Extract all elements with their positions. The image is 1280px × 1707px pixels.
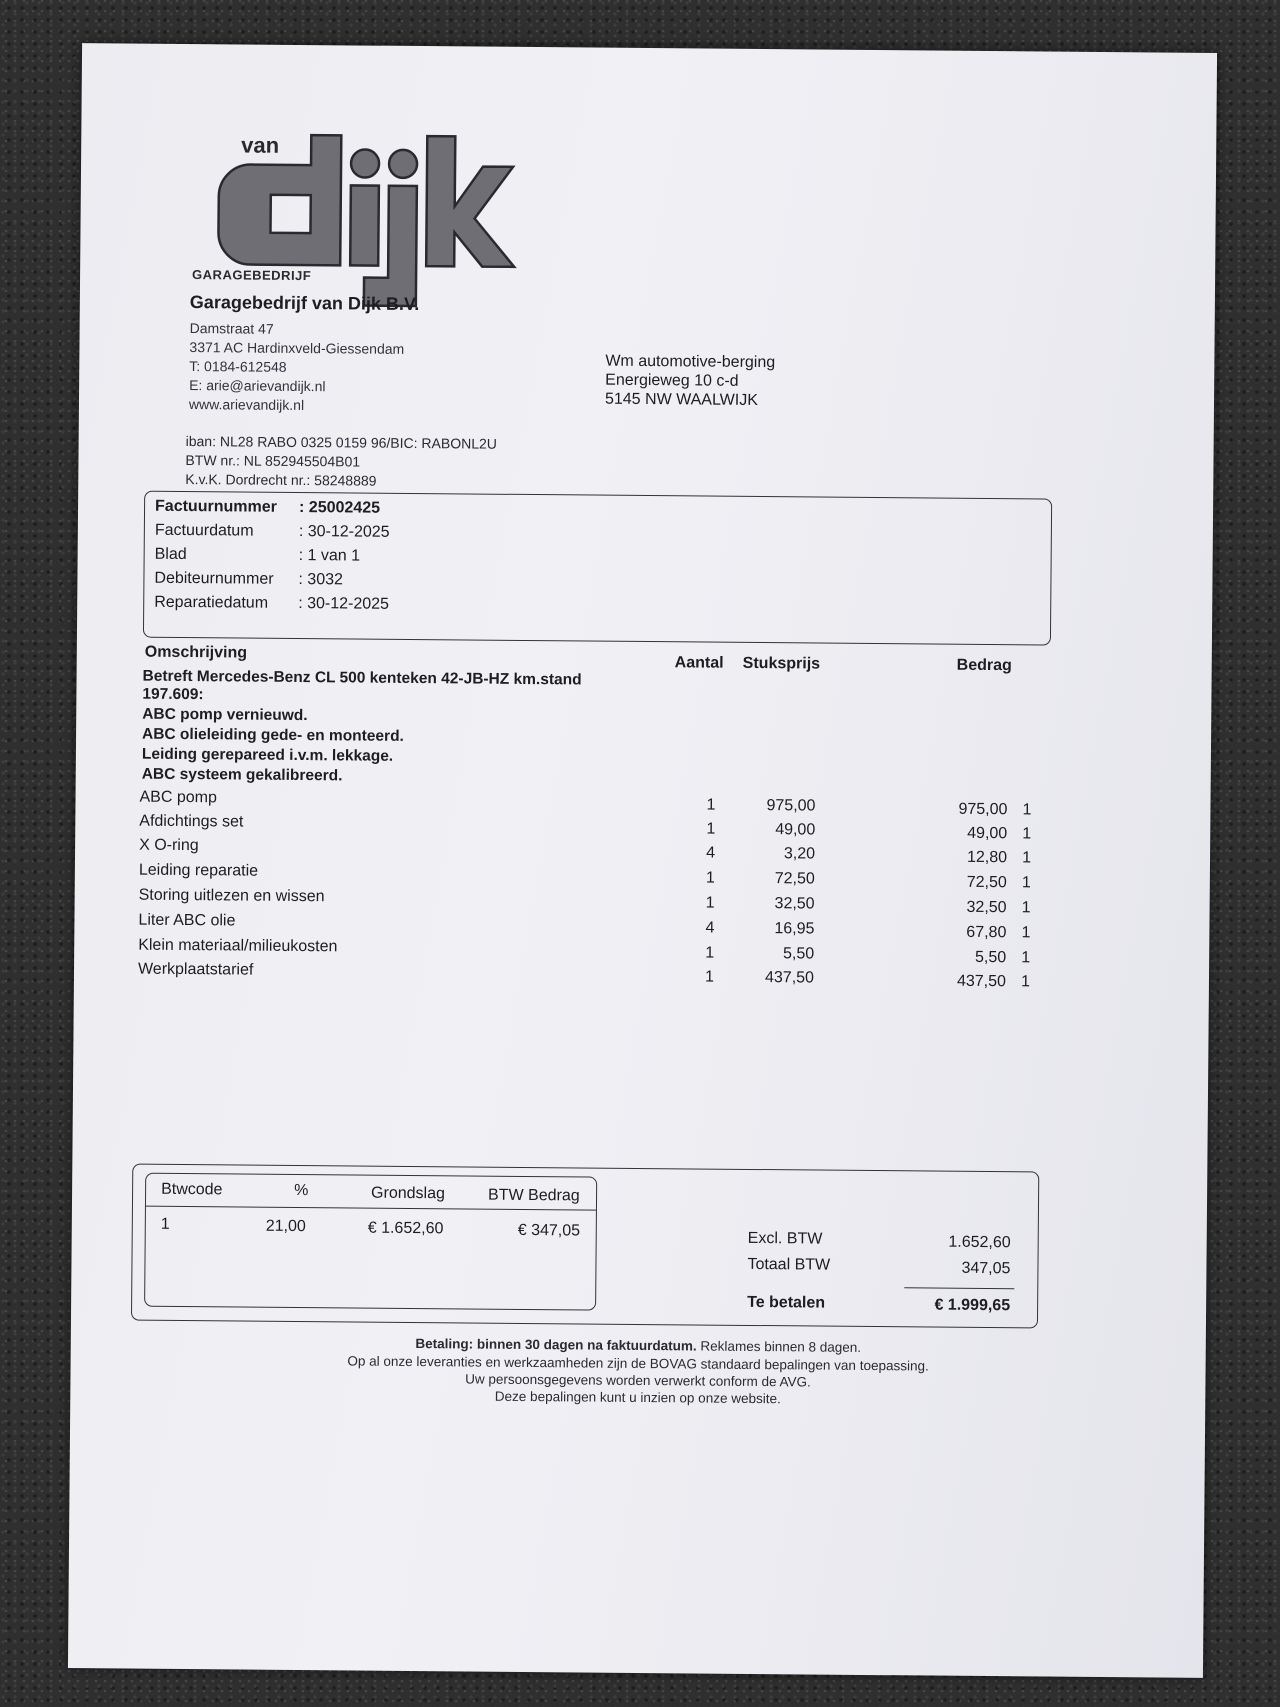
item-unit-price: 72,50 (774, 870, 815, 888)
vat-row-base: € 1.652,60 (367, 1219, 444, 1238)
item-amount: 49,00 (967, 824, 1008, 843)
vat-row-percent: 21,00 (265, 1217, 306, 1236)
invoice-date-label: Factuurdatum (154, 521, 254, 540)
job-description-line: Leiding gerepareed i.v.m. lekkage. (141, 745, 394, 765)
invoice-info-box (143, 491, 1052, 646)
item-unit-price: 16,95 (774, 920, 815, 938)
col-header-amount: Bedrag (956, 656, 1012, 675)
amount-due-label: Te betalen (747, 1293, 826, 1312)
excl-vat-value: 1.652,60 (948, 1233, 1011, 1252)
vat-row-code: 1 (160, 1215, 170, 1233)
company-name: Garagebedrijf van Dijk B.V. (189, 292, 420, 315)
amount-due-value: € 1.999,65 (934, 1296, 1011, 1315)
logo-word-garagebedrijf: GARAGEBEDRIJF (192, 267, 312, 284)
item-amount: 67,80 (966, 923, 1007, 942)
item-quantity: 4 (705, 919, 715, 937)
invoice-number-label: Factuurnummer (154, 497, 277, 516)
item-vat-code: 1 (1021, 899, 1031, 917)
total-vat-label: Totaal BTW (747, 1255, 831, 1274)
website-notice: Deze bepalingen kunt u inzien op onze website. (494, 1388, 781, 1407)
company-phone: T: 0184-612548 (189, 358, 287, 375)
job-description-line: ABC systeem gekalibreerd. (141, 765, 343, 785)
company-address-line: Damstraat 47 (189, 320, 274, 337)
item-vat-code: 1 (1021, 874, 1031, 892)
job-description-line: 197.609: (142, 685, 204, 704)
logo-word-van: van (241, 132, 280, 158)
payment-terms-bold: Betaling: binnen 30 dagen na faktuurdatum. (415, 1336, 697, 1354)
debtor-number-row (154, 570, 343, 590)
repair-date-row (154, 594, 389, 614)
item-description: ABC pomp (139, 788, 217, 807)
item-quantity: 4 (706, 844, 716, 862)
item-unit-price: 49,00 (775, 821, 816, 839)
item-description: Klein materiaal/milieukosten (138, 936, 338, 956)
item-unit-price: 32,50 (774, 895, 815, 913)
item-vat-code: 1 (1021, 949, 1031, 967)
excl-vat-label: Excl. BTW (747, 1229, 823, 1248)
item-vat-code: 1 (1021, 924, 1031, 942)
item-quantity: 1 (705, 968, 715, 986)
repair-date-label: Reparatiedatum (154, 593, 269, 612)
recipient-city: 5145 NW WAALWIJK (604, 390, 759, 409)
page-label: Blad (154, 545, 187, 564)
item-description: Storing uitlezen en wissen (138, 886, 325, 906)
item-description: Leiding reparatie (138, 861, 259, 880)
recipient-street: Energieweg 10 c-d (605, 371, 739, 390)
job-description-line: ABC pomp vernieuwd. (142, 705, 308, 725)
vat-row-amount: € 347,05 (517, 1221, 581, 1240)
invoice-paper (68, 43, 1217, 1678)
item-amount: 32,50 (966, 898, 1007, 917)
item-amount: 975,00 (958, 800, 1008, 819)
company-address-line: 3371 AC Hardinxveld-Giessendam (189, 339, 405, 357)
item-unit-price: 437,50 (764, 969, 815, 987)
item-amount: 72,50 (966, 873, 1007, 892)
vat-header-percent: % (294, 1181, 309, 1200)
company-logo (190, 104, 522, 317)
bovag-terms: Op al onze leveranties en werkzaamheden zijn de BOVAG standaard bepalingen van toepassing. (347, 1353, 929, 1374)
item-description: Liter ABC olie (138, 911, 236, 930)
item-unit-price: 5,50 (782, 945, 815, 963)
company-kvk-number: K.v.K. Dordrecht nr.: 58248889 (185, 470, 377, 489)
vat-header-divider (146, 1206, 596, 1211)
recipient-name: Wm automotive-berging (605, 352, 776, 372)
col-header-description: Omschrijving (144, 643, 248, 662)
job-description-line: Betreft Mercedes-Benz CL 500 kenteken 42-JB-HZ km.stand (142, 667, 582, 689)
payment-terms-rest: Reklames binnen 8 dagen. (696, 1338, 862, 1355)
item-description: X O-ring (139, 836, 199, 855)
invoice-date-row (155, 522, 390, 542)
item-vat-code: 1 (1022, 825, 1032, 843)
vat-header-amount: BTW Bedrag (487, 1186, 580, 1205)
vat-header-base: Grondslag (371, 1184, 445, 1203)
debtor-number-value: : 3032 (298, 570, 343, 589)
debtor-number-label: Debiteurnummer (154, 569, 274, 588)
col-header-quantity: Aantal (674, 654, 724, 672)
item-vat-code: 1 (1020, 973, 1031, 991)
item-unit-price: 975,00 (766, 797, 816, 815)
invoice-number-value: : 25002425 (298, 498, 381, 517)
company-vat-number: BTW nr.: NL 852945504B01 (185, 451, 361, 470)
item-amount: 5,50 (974, 948, 1007, 967)
item-amount: 437,50 (956, 972, 1007, 991)
item-quantity: 1 (705, 894, 715, 912)
privacy-notice: Uw persoonsgegevens worden verwerkt conform de AVG. (465, 1371, 811, 1390)
total-vat-value: 347,05 (961, 1259, 1011, 1278)
invoice-number-row (155, 498, 380, 518)
item-unit-price: 3,20 (783, 845, 816, 863)
vat-header-code: Btwcode (161, 1180, 223, 1199)
item-description: Werkplaatstarief (137, 960, 254, 979)
job-description-line: ABC olieleiding gede- en monteerd. (142, 725, 404, 745)
item-description: Afdichtings set (139, 812, 244, 831)
company-email: E: arie@arievandijk.nl (189, 377, 326, 395)
total-divider (904, 1287, 1014, 1289)
company-website: www.arievandijk.nl (188, 396, 305, 414)
col-header-unit-price: Stuksprijs (742, 654, 821, 673)
page-row (155, 546, 361, 566)
page-value: : 1 van 1 (298, 546, 361, 565)
invoice-date-value: : 30-12-2025 (298, 522, 390, 541)
item-quantity: 1 (705, 944, 715, 962)
vat-summary-box (144, 1173, 597, 1311)
item-amount: 12,80 (966, 848, 1008, 867)
repair-date-value: : 30-12-2025 (298, 594, 390, 613)
item-vat-code: 1 (1022, 849, 1032, 867)
company-iban: iban: NL28 RABO 0325 0159 96/BIC: RABONL2U (185, 432, 497, 452)
item-quantity: 1 (706, 796, 716, 814)
item-vat-code: 1 (1022, 801, 1032, 819)
item-quantity: 1 (705, 869, 715, 887)
totals-box (131, 1164, 1039, 1329)
item-quantity: 1 (706, 820, 716, 838)
